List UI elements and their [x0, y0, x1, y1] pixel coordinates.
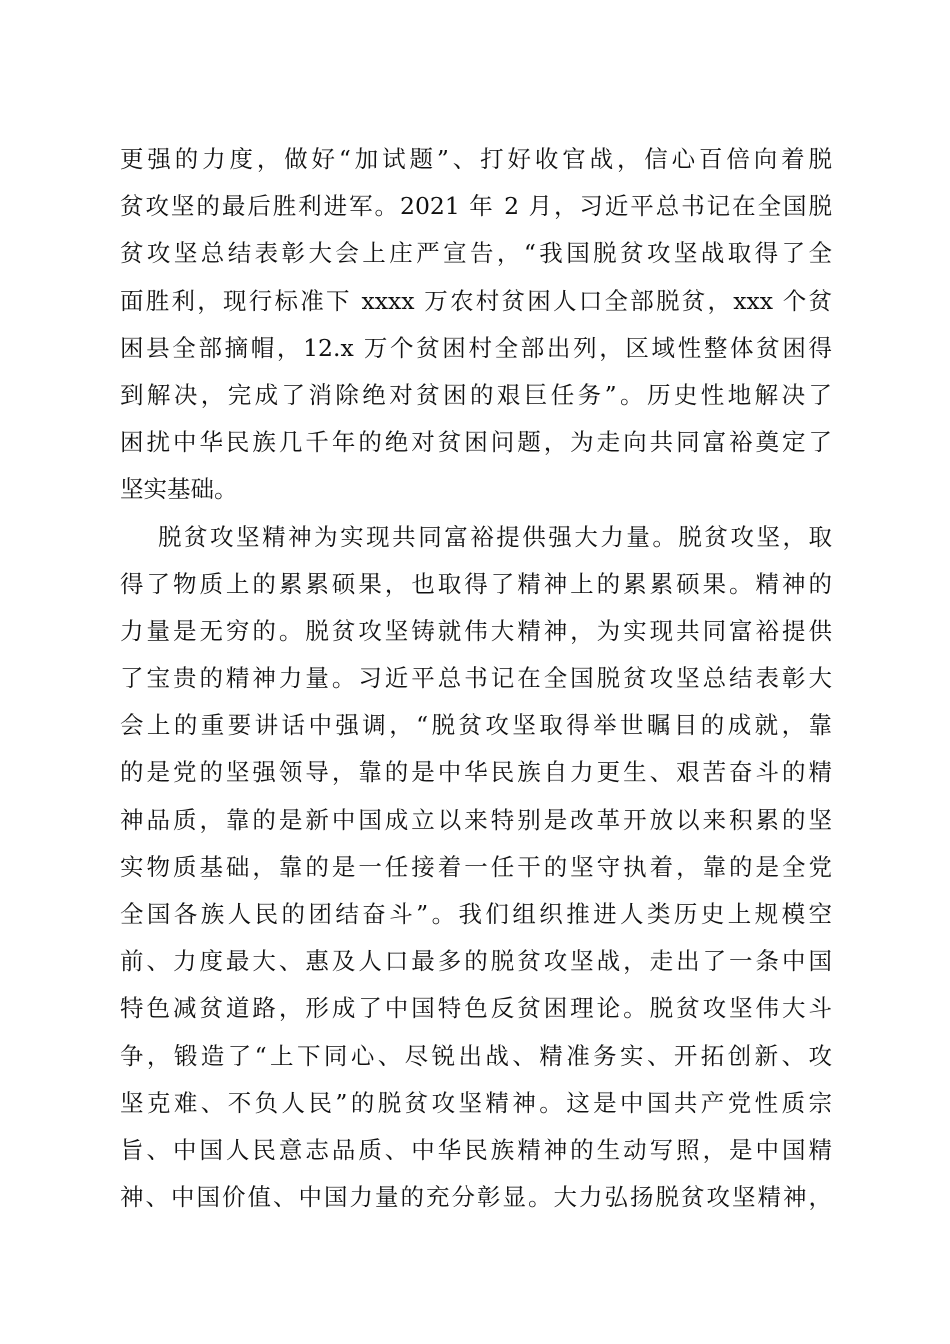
paragraph-2-line-14: 旨、中国人民意志品质、中华民族精神的生动写照，是中国精	[120, 1135, 832, 1164]
paragraph-1-line-7: 困扰中华民族几千年的绝对贫困问题，为走向共同富裕奠定了	[120, 428, 832, 457]
paragraph-1-line-3: 贫攻坚总结表彰大会上庄严宣告，“我国脱贫攻坚战取得了全	[120, 239, 832, 268]
paragraph-1-line-2: 贫攻坚的最后胜利进军。2021 年 2 月，习近平总书记在全国脱	[120, 192, 832, 221]
paragraph-2-line-4: 了宝贵的精神力量。习近平总书记在全国脱贫攻坚总结表彰大	[120, 664, 832, 693]
paragraph-1-line-6: 到解决，完成了消除绝对贫困的艰巨任务”。历史性地解决了	[120, 380, 832, 409]
paragraph-2-line-1: 脱贫攻坚精神为实现共同富裕提供强大力量。脱贫攻坚，取	[158, 522, 832, 551]
paragraph-2-line-8: 实物质基础，靠的是一任接着一任干的坚守执着，靠的是全党	[120, 852, 832, 881]
paragraph-2-line-11: 特色减贫道路，形成了中国特色反贫困理论。脱贫攻坚伟大斗	[120, 994, 832, 1023]
paragraph-2-line-7: 神品质，靠的是新中国成立以来特别是改革开放以来积累的坚	[120, 805, 832, 834]
paragraph-2-line-10: 前、力度最大、惠及人口最多的脱贫攻坚战，走出了一条中国	[120, 947, 832, 976]
paragraph-2-line-15: 神、中国价值、中国力量的充分彰显。大力弘扬脱贫攻坚精神，	[120, 1183, 832, 1212]
paragraph-1-line-4: 面胜利，现行标准下 xxxx 万农村贫困人口全部脱贫，xxx 个贫	[120, 286, 832, 315]
paragraph-2-line-9: 全国各族人民的团结奋斗”。我们组织推进人类历史上规模空	[120, 900, 832, 928]
paragraph-2-line-12: 争，锻造了“上下同心、尽锐出战、精准务实、开拓创新、攻	[120, 1041, 832, 1070]
paragraph-1-line-1: 更强的力度，做好“加试题”、打好收官战，信心百倍向着脱	[120, 145, 832, 173]
paragraph-2-line-13: 坚克难、不负人民”的脱贫攻坚精神。这是中国共产党性质宗	[120, 1088, 832, 1117]
paragraph-2-line-3: 力量是无穷的。脱贫攻坚铸就伟大精神，为实现共同富裕提供	[120, 616, 832, 645]
paragraph-2-line-5: 会上的重要讲话中强调，“脱贫攻坚取得举世瞩目的成就，靠	[120, 711, 832, 740]
paragraph-2-line-2: 得了物质上的累累硕果，也取得了精神上的累累硕果。精神的	[120, 569, 832, 598]
paragraph-1-line-5: 困县全部摘帽，12.x 万个贫困村全部出列，区域性整体贫困得	[120, 333, 832, 362]
paragraph-2-line-6: 的是党的坚强领导，靠的是中华民族自力更生、艰苦奋斗的精	[120, 758, 832, 787]
paragraph-1-line-8: 坚实基础。	[120, 475, 238, 504]
document-body	[120, 136, 832, 1221]
